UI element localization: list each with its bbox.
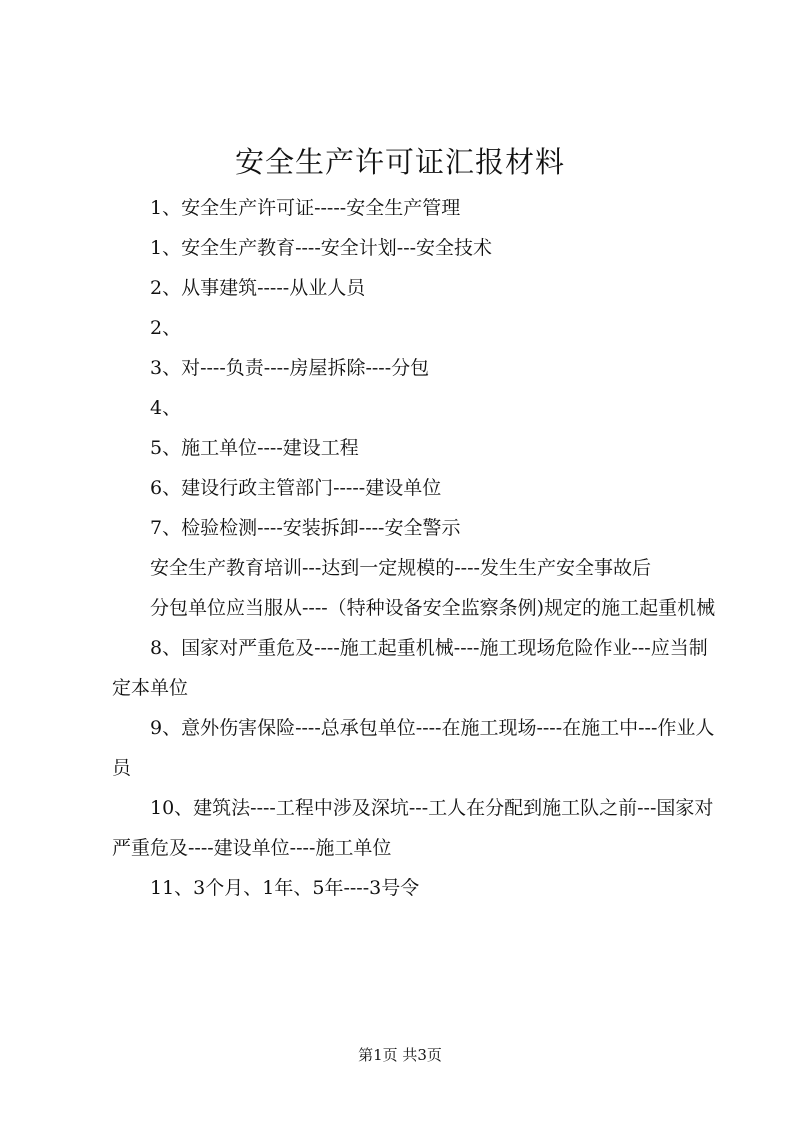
paragraph-14: 10、建筑法----工程中涉及深坑---工人在分配到施工队之前---国家对严重危及----建设单位----施工单位	[112, 797, 714, 859]
paragraph-4: 2、	[150, 317, 182, 339]
paragraph-13: 9、意外伤害保险----总承包单位----在施工现场----在施工中---作业人员	[112, 717, 715, 779]
paragraph-7: 5、施工单位----建设工程	[150, 437, 359, 459]
paragraph-9: 7、检验检测----安装拆卸----安全警示	[150, 517, 461, 539]
document-body	[112, 188, 718, 908]
page-title: 安全生产许可证汇报材料	[234, 145, 565, 179]
paragraph-6: 4、	[150, 397, 182, 419]
page-footer: 第1页 共3页	[358, 1046, 442, 1064]
paragraph-10: 安全生产教育培训---达到一定规模的----发生生产安全事故后	[150, 557, 651, 579]
paragraph-8: 6、建设行政主管部门-----建设单位	[150, 477, 442, 499]
paragraph-15: 11、3个月、1年、5年----3号令	[150, 877, 420, 899]
paragraph-3: 2、从事建筑-----从业人员	[150, 277, 366, 299]
paragraph-12: 8、国家对严重危及----施工起重机械----施工现场危险作业---应当制定本单位	[112, 637, 708, 699]
paragraph-1: 1、安全生产许可证-----安全生产管理	[150, 197, 461, 219]
paragraph-2: 1、安全生产教育----安全计划---安全技术	[150, 237, 493, 259]
paragraph-11: 分包单位应当服从----（特种设备安全监察条例)规定的施工起重机械	[150, 597, 716, 619]
paragraph-5: 3、对----负责----房屋拆除----分包	[150, 357, 430, 379]
